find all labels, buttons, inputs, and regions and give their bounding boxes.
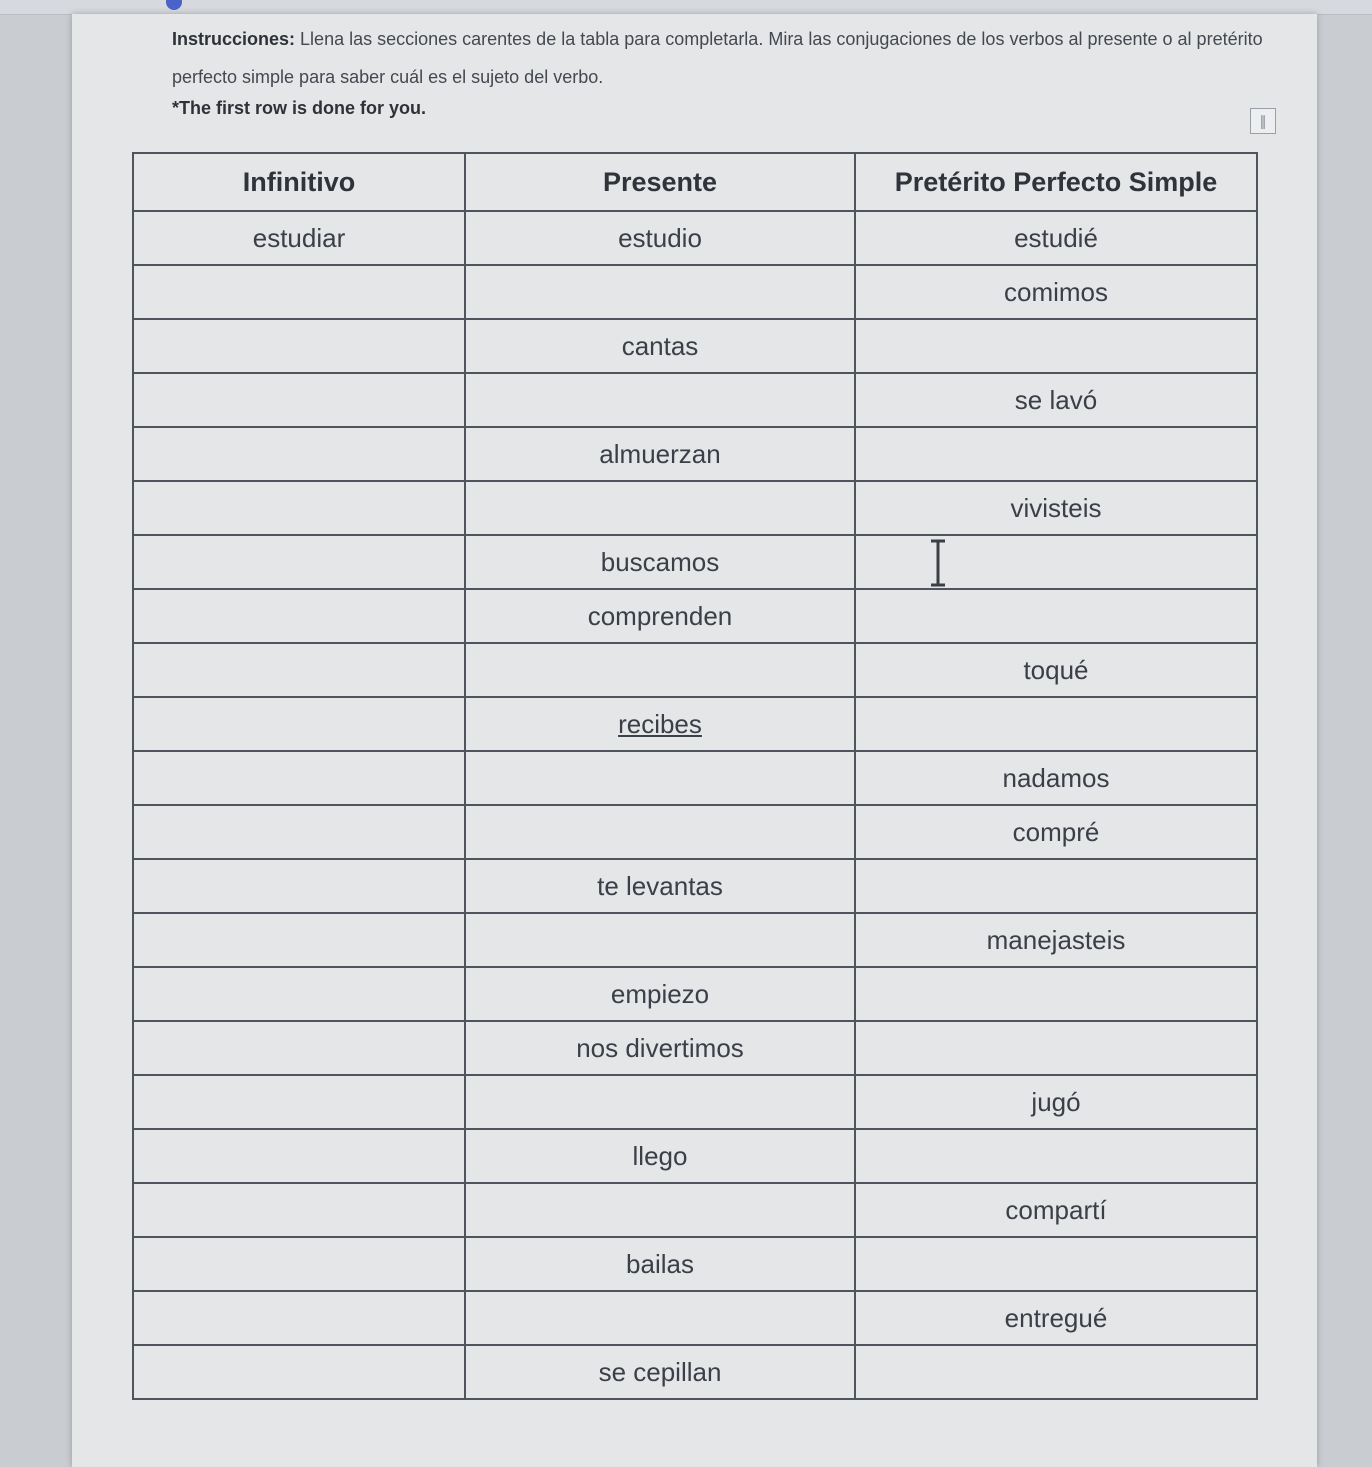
- table-row: [133, 1183, 1257, 1237]
- table-row: [133, 481, 1257, 535]
- cell-infinitivo[interactable]: [133, 373, 465, 427]
- cell-preterito[interactable]: [855, 1345, 1257, 1399]
- cell-presente[interactable]: llego: [465, 1129, 855, 1183]
- cell-infinitivo[interactable]: estudiar: [133, 211, 465, 265]
- cell-infinitivo[interactable]: [133, 697, 465, 751]
- cell-preterito[interactable]: compartí: [855, 1183, 1257, 1237]
- cell-preterito[interactable]: manejasteis: [855, 913, 1257, 967]
- text-cursor-icon: [928, 538, 948, 588]
- table-row: [133, 1021, 1257, 1075]
- table-row: [133, 1345, 1257, 1399]
- cell-preterito[interactable]: [855, 1237, 1257, 1291]
- cell-preterito[interactable]: compré: [855, 805, 1257, 859]
- cell-presente[interactable]: nos divertimos: [465, 1021, 855, 1075]
- document-page[interactable]: [72, 14, 1317, 1467]
- cell-presente[interactable]: [465, 913, 855, 967]
- table-row: [133, 535, 1257, 589]
- cell-infinitivo[interactable]: [133, 481, 465, 535]
- table-row: [133, 427, 1257, 481]
- cell-presente[interactable]: [465, 1291, 855, 1345]
- table-row: [133, 1075, 1257, 1129]
- table-row: [133, 265, 1257, 319]
- cell-preterito[interactable]: se lavó: [855, 373, 1257, 427]
- cell-infinitivo[interactable]: [133, 751, 465, 805]
- instructions-text: Llena las secciones carentes de la tabla para completarla. Mira las conjugaciones de los verbos al presente o al pretérito perfecto simple para saber cuál es el sujeto del verbo.: [172, 29, 1263, 87]
- cell-infinitivo[interactable]: [133, 1129, 465, 1183]
- cell-presente[interactable]: se cepillan: [465, 1345, 855, 1399]
- instructions: [172, 20, 1272, 96]
- cell-infinitivo[interactable]: [133, 535, 465, 589]
- cell-preterito[interactable]: comimos: [855, 265, 1257, 319]
- table-move-handle-icon[interactable]: ∥: [1250, 108, 1276, 134]
- table-header-row: [133, 153, 1257, 211]
- cell-infinitivo[interactable]: [133, 1183, 465, 1237]
- cell-preterito[interactable]: entregué: [855, 1291, 1257, 1345]
- table-row: [133, 805, 1257, 859]
- table-row: [133, 913, 1257, 967]
- cell-preterito[interactable]: [855, 535, 1257, 589]
- cell-preterito[interactable]: estudié: [855, 211, 1257, 265]
- table-row: [133, 319, 1257, 373]
- cell-presente[interactable]: estudio: [465, 211, 855, 265]
- cell-infinitivo[interactable]: [133, 589, 465, 643]
- table-row: [133, 211, 1257, 265]
- table-row: [133, 859, 1257, 913]
- cell-infinitivo[interactable]: [133, 1291, 465, 1345]
- cell-preterito[interactable]: toqué: [855, 643, 1257, 697]
- cell-infinitivo[interactable]: [133, 427, 465, 481]
- cell-presente[interactable]: te levantas: [465, 859, 855, 913]
- ruler: [0, 0, 1372, 15]
- cell-presente[interactable]: bailas: [465, 1237, 855, 1291]
- cell-infinitivo[interactable]: [133, 913, 465, 967]
- cell-presente[interactable]: cantas: [465, 319, 855, 373]
- table-row: [133, 751, 1257, 805]
- cell-presente[interactable]: comprenden: [465, 589, 855, 643]
- table-row: [133, 967, 1257, 1021]
- cell-presente[interactable]: [465, 643, 855, 697]
- cell-presente[interactable]: almuerzan: [465, 427, 855, 481]
- table-row: [133, 1291, 1257, 1345]
- cell-preterito[interactable]: [855, 1021, 1257, 1075]
- cell-presente[interactable]: [465, 805, 855, 859]
- table-row: [133, 373, 1257, 427]
- cell-preterito[interactable]: [855, 859, 1257, 913]
- cell-preterito[interactable]: vivisteis: [855, 481, 1257, 535]
- cell-preterito[interactable]: jugó: [855, 1075, 1257, 1129]
- cell-presente[interactable]: recibes: [465, 697, 855, 751]
- cell-infinitivo[interactable]: [133, 643, 465, 697]
- cell-preterito[interactable]: [855, 427, 1257, 481]
- cell-preterito[interactable]: nadamos: [855, 751, 1257, 805]
- conjugation-table: [132, 152, 1258, 1400]
- cell-presente[interactable]: buscamos: [465, 535, 855, 589]
- cell-presente[interactable]: empiezo: [465, 967, 855, 1021]
- cell-preterito[interactable]: [855, 1129, 1257, 1183]
- note: *The first row is done for you.: [172, 98, 427, 118]
- cell-infinitivo[interactable]: [133, 319, 465, 373]
- cell-infinitivo[interactable]: [133, 1075, 465, 1129]
- cell-infinitivo[interactable]: [133, 805, 465, 859]
- table-row: [133, 1237, 1257, 1291]
- header-preterito: Pretérito Perfecto Simple: [855, 153, 1257, 211]
- cell-infinitivo[interactable]: [133, 1237, 465, 1291]
- cell-infinitivo[interactable]: [133, 859, 465, 913]
- table-row: [133, 1129, 1257, 1183]
- header-infinitivo: Infinitivo: [133, 153, 465, 211]
- cell-presente[interactable]: [465, 1183, 855, 1237]
- cell-infinitivo[interactable]: [133, 967, 465, 1021]
- table-row: [133, 697, 1257, 751]
- cell-presente[interactable]: [465, 373, 855, 427]
- header-presente: Presente: [465, 153, 855, 211]
- table-row: [133, 589, 1257, 643]
- cell-preterito[interactable]: [855, 589, 1257, 643]
- cell-presente[interactable]: [465, 481, 855, 535]
- cell-infinitivo[interactable]: [133, 1345, 465, 1399]
- cell-infinitivo[interactable]: [133, 265, 465, 319]
- indent-marker-icon[interactable]: [166, 0, 182, 10]
- cell-preterito[interactable]: [855, 967, 1257, 1021]
- cell-presente[interactable]: [465, 265, 855, 319]
- cell-preterito[interactable]: [855, 697, 1257, 751]
- table-row: [133, 643, 1257, 697]
- cell-preterito[interactable]: [855, 319, 1257, 373]
- cell-infinitivo[interactable]: [133, 1021, 465, 1075]
- cell-presente[interactable]: [465, 751, 855, 805]
- instructions-label: Instrucciones:: [172, 29, 296, 49]
- cell-presente[interactable]: [465, 1075, 855, 1129]
